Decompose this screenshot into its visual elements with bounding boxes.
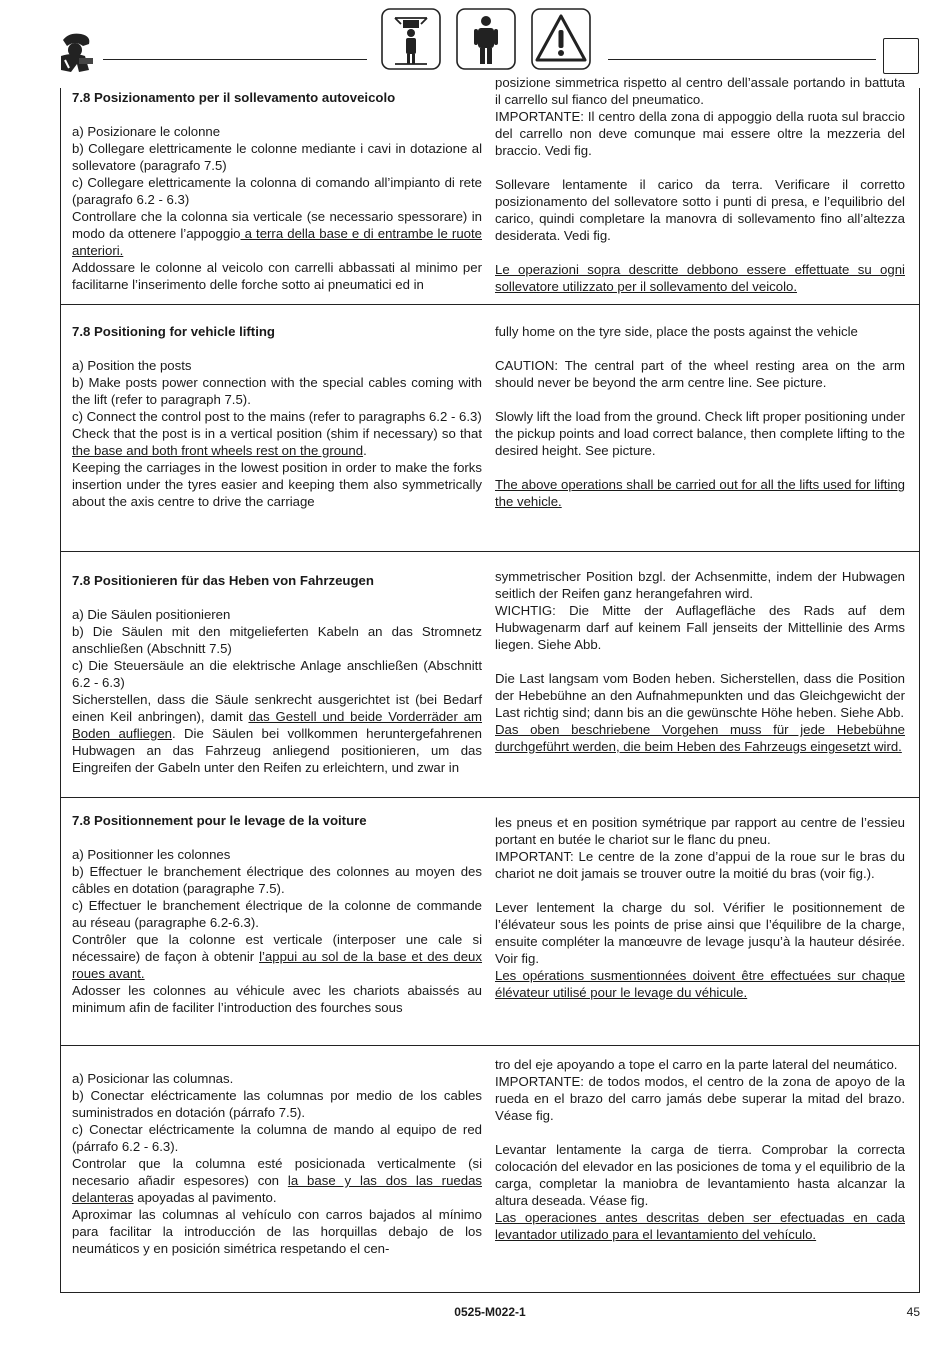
lift-operator-icon <box>381 8 441 70</box>
section-en-left-column <box>72 323 482 510</box>
text-run: CAUTION: The central part of the wheel resting area on the arm should never be beyond the arm centre line. See picture. <box>495 358 905 390</box>
paragraph <box>495 1209 905 1243</box>
paragraph <box>72 174 482 208</box>
paragraph-spacer <box>495 653 905 670</box>
underlined-text: the base and both front wheels rest on the ground <box>72 443 364 458</box>
text-run: 7.8 Positionieren für das Heben von Fahrzeugen <box>72 573 374 588</box>
person-icon <box>456 8 516 70</box>
text-run: fully home on the tyre side, place the posts against the vehicle <box>495 324 858 339</box>
paragraph-spacer <box>72 829 482 846</box>
paragraph-spacer <box>495 882 905 899</box>
header-rule-right <box>608 59 876 60</box>
text-run: . Die Säulen bei vollkommen heruntergefahrenen Hubwagen an das Fahrzeug anliegend positionieren, um das Eingreifen der Gabeln unter den Reifen zu erleichtern, und zwar in <box>72 726 482 775</box>
paragraph <box>72 408 482 425</box>
text-run: WICHTIG: Die Mitte der Auflagefläche des Rads auf dem Hubwagenarm darf auf keinem Fall jenseits der Mittellinie des Arms liegen. Siehe Abb. <box>495 603 905 652</box>
paragraph <box>72 208 482 259</box>
paragraph <box>72 259 482 293</box>
section-heading <box>72 572 482 589</box>
paragraph <box>72 459 482 510</box>
paragraph <box>495 1056 905 1073</box>
section-de-right-column <box>495 568 905 755</box>
paragraph <box>495 670 905 721</box>
paragraph <box>495 74 905 108</box>
section-en-right-column <box>495 323 905 510</box>
paragraph <box>72 374 482 408</box>
paragraph <box>495 967 905 1001</box>
paragraph-spacer <box>72 589 482 606</box>
paragraph-spacer <box>495 340 905 357</box>
text-run: a) Posicionar las columnas. <box>72 1071 234 1086</box>
text-run: b) Collegare elettricamente le colonne mediante i cavi in dotazione al sollevatore (paragrafo 7.5) <box>72 141 482 173</box>
text-run: 7.8 Posizionamento per il sollevamento autoveicolo <box>72 90 396 105</box>
text-run: c) Conectar eléctricamente la columna de mando al equipo de red (párrafo 6.2 - 6.3). <box>72 1122 482 1154</box>
page-corner-box <box>883 38 919 74</box>
section-it-right-column <box>495 74 905 295</box>
section-heading <box>72 812 482 829</box>
paragraph <box>495 1073 905 1124</box>
underlined-text: la base y las dos las ruedas delanteras <box>72 1173 482 1205</box>
paragraph <box>495 568 905 602</box>
section-separator <box>60 304 920 305</box>
paragraph <box>72 657 482 691</box>
underlined-text: The above operations shall be carried out for all the lifts used for lifting the vehicle. <box>495 477 905 509</box>
underlined-text: Le operazioni sopra descritte debbono essere effettuate su ogni sollevatore utilizzato per il sollevamento del veicolo. <box>495 262 905 294</box>
paragraph <box>495 1141 905 1209</box>
text-run: 7.8 Positioning for vehicle lifting <box>72 324 275 339</box>
paragraph <box>72 140 482 174</box>
paragraph <box>495 602 905 653</box>
warning-triangle-icon <box>531 8 591 70</box>
paragraph <box>72 123 482 140</box>
paragraph <box>495 476 905 510</box>
text-run: 7.8 Positionnement pour le levage de la voiture <box>72 813 367 828</box>
paragraph <box>72 982 482 1016</box>
paragraph <box>495 408 905 459</box>
text-run: c) Connect the control post to the mains (refer to paragraphs 6.2 - 6.3) <box>72 409 482 424</box>
paragraph <box>495 899 905 967</box>
paragraph <box>72 623 482 657</box>
paragraph <box>495 357 905 391</box>
text-run: Keeping the carriages in the lowest position in order to make the forks insertion under the tyres easier and keeping them also symmetrically about the axis centre to drive the carriage <box>72 460 482 509</box>
underlined-text: a terra della base e di entrambe le ruote anteriori. <box>72 226 482 258</box>
section-separator <box>60 551 920 552</box>
text-run: Controllare che la colonna sia verticale (se necessario spessorare) in modo da ottenere l’appoggio <box>72 209 482 241</box>
paragraph <box>72 931 482 982</box>
paragraph <box>72 1121 482 1155</box>
text-run: IMPORTANTE: Il centro della zona di appoggio della ruota sul braccio del carrello non deve comunque mai essere oltre la mezzeria del braccio. Vedi fig. <box>495 109 905 158</box>
paragraph <box>495 261 905 295</box>
page-number: 45 <box>906 1305 920 1319</box>
paragraph-spacer <box>495 244 905 261</box>
paragraph-spacer <box>495 1124 905 1141</box>
underlined-text: das Gestell und beide Vorderräder am Boden aufliegen <box>72 709 482 741</box>
text-run: b) Make posts power connection with the special cables coming with the lift (refer to paragraph 7.5). <box>72 375 482 407</box>
underlined-text: Das oben beschriebene Vorgehen muss für jede Hebebühne durchgeführt werden, die beim Heben des Fahrzeugs eingesetzt wird. <box>495 722 905 754</box>
text-run: c) Collegare elettricamente la colonna di comando all’impianto di rete (paragrafo 6.2 - 6.3) <box>72 175 482 207</box>
paragraph <box>495 814 905 848</box>
section-separator <box>60 797 920 798</box>
section-it-left-column <box>72 89 482 293</box>
text-run: c) Die Steuersäule an die elektrische Anlage anschließen (Abschnitt 6.2 - 6.3) <box>72 658 482 690</box>
text-run: Lever lentement la charge du sol. Vérifier le positionnement de l’élévateur sous les points de prise ainsi que l’équilibre de la charge, ensuite compléter la manœuvre de levage jusqu’à la hauteur désirée. Voir fig. <box>495 900 905 966</box>
paragraph <box>72 357 482 374</box>
paragraph <box>495 108 905 159</box>
text-run: Addossare le colonne al veicolo con carrelli abbassati al minimo per facilitarne l’inserimento delle forche sotto ai pneumatici ed in <box>72 260 482 292</box>
section-separator <box>60 1045 920 1046</box>
underlined-text: l’appui au sol de la base et des deux roues avant. <box>72 949 482 981</box>
paragraph <box>72 1087 482 1121</box>
text-run: Sicherstellen, dass die Säule senkrecht ausgerichtet ist (bei Bedarf einen Keil anbringen), damit <box>72 692 482 724</box>
section-heading <box>72 89 482 106</box>
text-run: b) Effectuer le branchement électrique des colonnes au moyen des câbles en dotation (paragraphe 7.5). <box>72 864 482 896</box>
paragraph <box>72 897 482 931</box>
paragraph <box>495 176 905 244</box>
text-run: Controlar que la columna esté posicionada verticalmente (si necesario añadir espesores) con <box>72 1156 482 1188</box>
text-run: IMPORTANT: Le centre de la zone d’appui de la roue sur le bras du chariot ne doit jamais se trouver outre la moitié du bras (voir fig.). <box>495 849 905 881</box>
section-de-left-column <box>72 572 482 776</box>
text-run: symmetrischer Position bzgl. der Achsenmitte, indem der Hubwagen seitlich der Reifen ganz herangefahren wird. <box>495 569 905 601</box>
text-run: . <box>363 443 367 458</box>
section-fr-right-column <box>495 814 905 1001</box>
text-run: Sollevare lentamente il carico da terra. Verificare il corretto posizionamento del sollevatore sotto i punti di presa, e l’equilibrio del carico, quindi completare la manovra di sollevamento fino all’altezza desiderata. Vedi fig. <box>495 177 905 243</box>
text-run: IMPORTANTE: de todos modos, el centro de la zona de apoyo de la rueda en el brazo del carro jamás debe superar la mitad del brazo. Véase fig. <box>495 1074 905 1123</box>
text-run: a) Positionner les colonnes <box>72 847 231 862</box>
text-run: b) Conectar eléctricamente las columnas por medio de los cables suministrados en dotación (párrafo 7.5). <box>72 1088 482 1120</box>
text-run: a) Die Säulen positionieren <box>72 607 231 622</box>
text-run: Check that the post is in a vertical position (shim if necessary) so that <box>72 426 482 441</box>
paragraph <box>72 691 482 776</box>
paragraph <box>495 721 905 755</box>
paragraph-spacer <box>495 459 905 476</box>
paragraph <box>72 1155 482 1206</box>
section-es-right-column <box>495 1056 905 1243</box>
text-run: b) Die Säulen mit den mitgelieferten Kabeln an das Stromnetz anschließen (Abschnitt 7.5) <box>72 624 482 656</box>
text-run: Aproximar las columnas al vehículo con carros bajados al mínimo para facilitar la introducción de las horquillas debajo de los neumáticos y en posición simétrica respetando el cen- <box>72 1207 482 1256</box>
text-run: c) Effectuer le branchement électrique de la colonne de commande au réseau (paragraphe 6.2-6.3). <box>72 898 482 930</box>
paragraph-spacer <box>495 391 905 408</box>
text-run: apoyadas al pavimento. <box>133 1190 277 1205</box>
text-run: Levantar lentamente la carga de tierra. Comprobar la correcta colocación del elevador en las posiciones de toma y el equilibrio de la carga, completar la maniobra de levantamiento hasta alcanzar la altura deseada. Véase fig. <box>495 1142 905 1208</box>
text-run: a) Posizionare le colonne <box>72 124 221 139</box>
text-run: Die Last langsam vom Boden heben. Sicherstellen, dass die Position der Hebebühne an den Aufnahmepunkten und das Gleichgewicht der Last richtig sind; dann bis an die gewünschte Höhe heben. Siehe Abb. <box>495 671 905 720</box>
paragraph-spacer <box>72 106 482 123</box>
section-fr-left-column <box>72 812 482 1016</box>
paragraph-spacer <box>72 340 482 357</box>
header-rule-left <box>103 59 367 60</box>
mechanic-logo-icon <box>55 30 97 74</box>
paragraph <box>72 425 482 459</box>
underlined-text: Les opérations susmentionnées doivent être effectuées sur chaque élévateur utilisé pour le levage du véhicule. <box>495 968 905 1000</box>
paragraph <box>72 1206 482 1257</box>
document-code: 0525-M022-1 <box>454 1305 526 1319</box>
text-run: posizione simmetrica rispetto al centro dell’assale portando in battuta il carrello sul fianco del pneumatico. <box>495 75 905 107</box>
paragraph <box>72 846 482 863</box>
paragraph-spacer <box>495 159 905 176</box>
section-heading <box>72 323 482 340</box>
paragraph <box>72 606 482 623</box>
paragraph <box>72 863 482 897</box>
paragraph <box>495 848 905 882</box>
text-run: Contrôler que la colonne est verticale (interposer une cale si nécessaire) de façon à obtenir <box>72 932 482 964</box>
text-run: Slowly lift the load from the ground. Check lift proper positioning under the pickup points and load correct balance, then complete lifting to the desired height. See picture. <box>495 409 905 458</box>
text-run: Adosser les colonnes au véhicule avec les chariots abaissés au minimum afin de faciliter l’introduction des fourches sous <box>72 983 482 1015</box>
text-run: tro del eje apoyando a tope el carro en la parte lateral del neumático. <box>495 1057 898 1072</box>
text-run: a) Position the posts <box>72 358 192 373</box>
text-run: les pneus et en position symétrique par rapport au centre de l’essieu portant en butée le chariot sur le flanc du pneu. <box>495 815 905 847</box>
section-es-left-column <box>72 1070 482 1257</box>
paragraph <box>495 323 905 340</box>
paragraph <box>72 1070 482 1087</box>
underlined-text: Las operaciones antes descritas deben ser efectuadas en cada levantador utilizado para el levantamiento del vehículo. <box>495 1210 905 1242</box>
